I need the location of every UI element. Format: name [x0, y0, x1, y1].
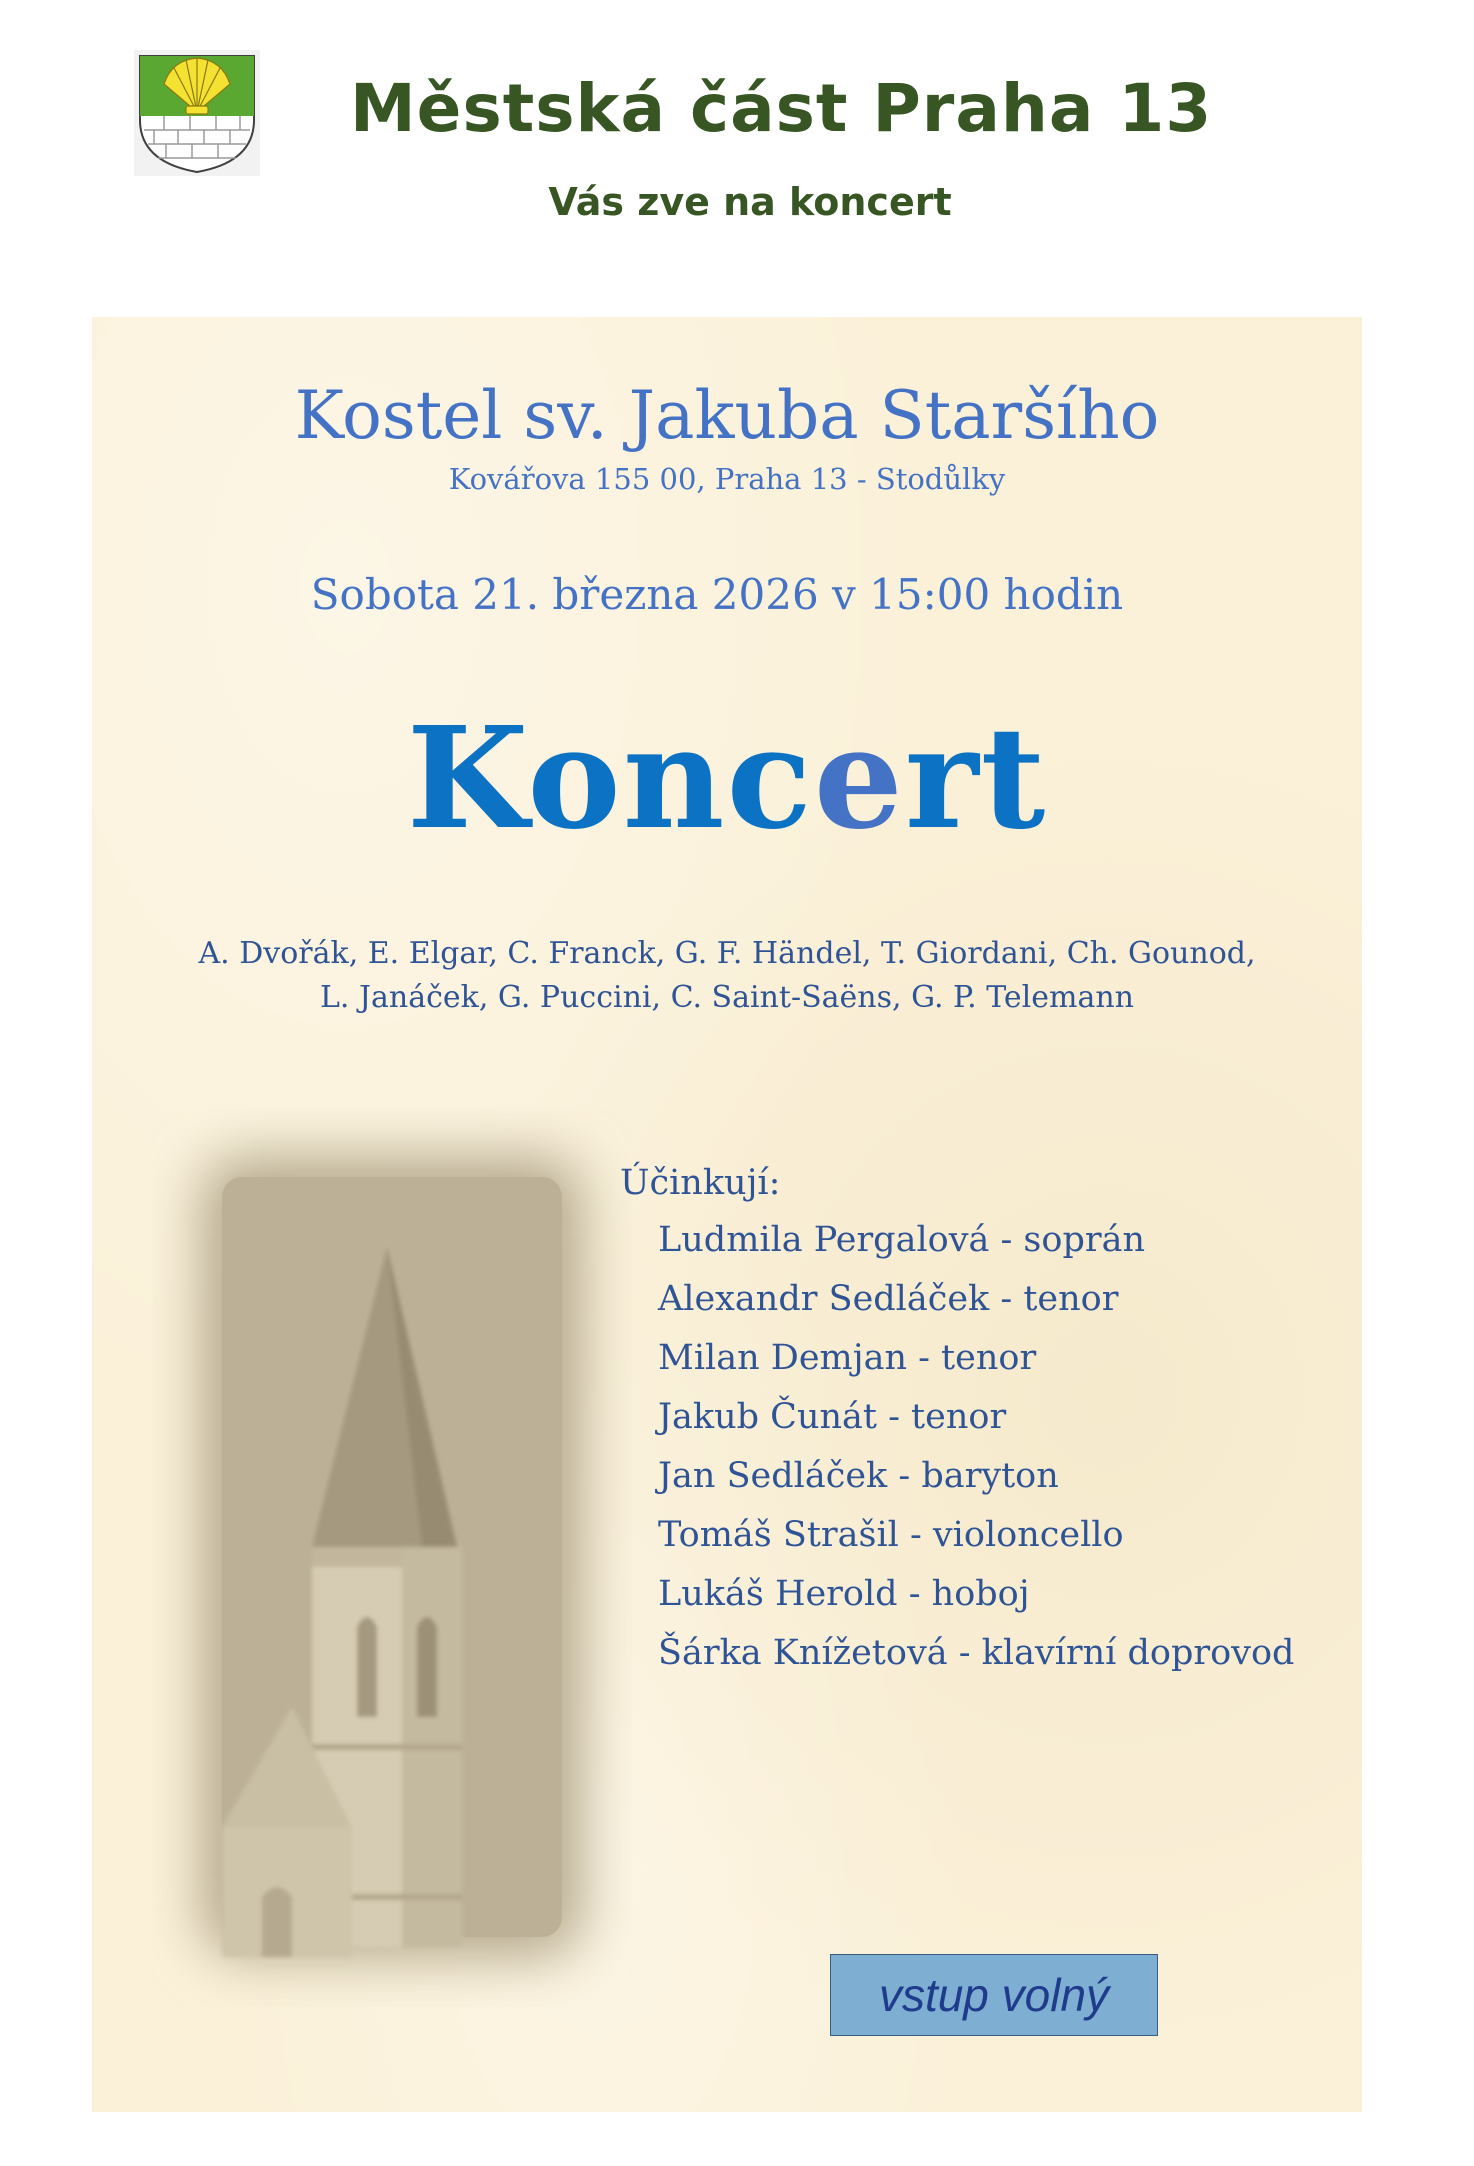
- invitation-line: Vás zve na koncert: [548, 180, 952, 224]
- performer-item: Jakub Čunát - tenor: [658, 1397, 1007, 1437]
- composer-list: [132, 932, 1322, 1020]
- venue-address: Kovářova 155 00, Praha 13 - Stodůlky: [448, 462, 1006, 496]
- composer-line: A. Dvořák, E. Elgar, C. Franck, G. F. Händel, T. Giordani, Ch. Gounod,: [198, 936, 1256, 971]
- free-entry-badge: vstup volný: [830, 1954, 1158, 2036]
- performer-item: Jan Sedláček - baryton: [658, 1456, 1059, 1496]
- performer-item: Milan Demjan - tenor: [658, 1338, 1037, 1378]
- performer-item: Šárka Knížetová - klavírní doprovod: [658, 1633, 1295, 1673]
- concert-title-main: Konc: [406, 697, 814, 861]
- performer-item: Lukáš Herold - hoboj: [658, 1574, 1030, 1614]
- church-tower-image: [152, 1107, 632, 2007]
- poster-panel: [92, 317, 1362, 2112]
- performers-heading: Účinkují:: [620, 1163, 781, 1203]
- concert-title: [92, 697, 1362, 861]
- coat-of-arms-icon: [134, 50, 260, 176]
- venue-name: Kostel sv. Jakuba Staršího: [294, 377, 1160, 454]
- organization-title: Městská část Praha 13: [350, 70, 1213, 147]
- performers-section: [620, 1155, 1340, 1683]
- concert-title-accent: e: [813, 697, 905, 861]
- event-date-time: Sobota 21. března 2026 v 15:00 hodin: [310, 570, 1124, 619]
- performer-item: Ludmila Pergalová - soprán: [658, 1220, 1146, 1260]
- composer-line: L. Janáček, G. Puccini, C. Saint-Saëns, G. P. Telemann: [320, 980, 1134, 1015]
- performer-item: Tomáš Strašil - violoncello: [658, 1515, 1124, 1555]
- concert-title-end: rt: [904, 697, 1048, 861]
- performer-item: Alexandr Sedláček - tenor: [658, 1279, 1119, 1319]
